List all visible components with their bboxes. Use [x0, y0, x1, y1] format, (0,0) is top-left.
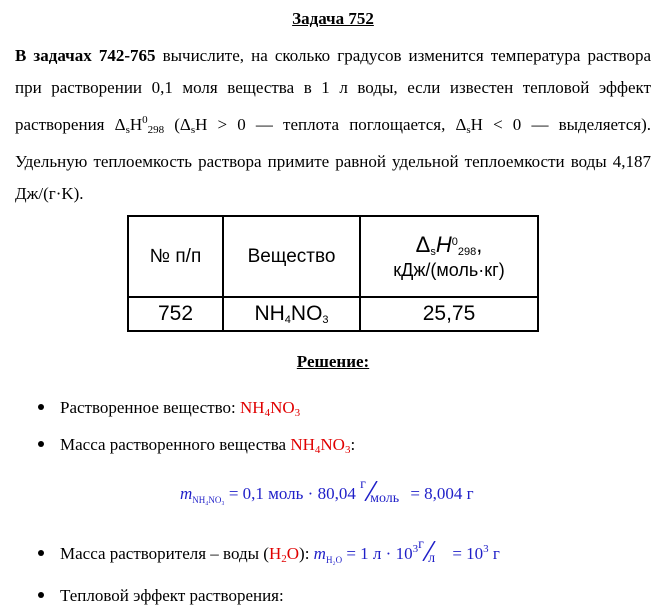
bullet-colon: :	[350, 435, 356, 454]
header-s: s	[430, 246, 436, 258]
problem-statement	[15, 40, 651, 210]
problem-text-4: H < 0 — выделяется). Удельную теплоемкость раствора примите равной удельной теплоемкости воды 4,187 Дж/(г·K).	[15, 115, 651, 203]
problem-title: Задача 752	[292, 9, 374, 28]
list-item	[38, 398, 300, 419]
bullet-value: $NH_4NO_3$	[290, 435, 351, 456]
bullet-dot	[38, 404, 44, 410]
bullet-dot	[38, 550, 44, 556]
row-num: 752	[128, 297, 223, 331]
row-sub-4: 4	[284, 314, 291, 326]
bullet-label: Тепловой эффект растворения:	[60, 586, 284, 605]
row-sub-3: 3	[322, 314, 329, 326]
header-sub: 298	[457, 246, 477, 258]
problem-text-1: вычислите, на сколько градусов изменится температура раствора при растворении 0,1 моля вещества в 1 л воды, если известен тепловой эффект растворения Δ	[15, 46, 651, 134]
row-value: 25,75	[360, 297, 538, 331]
solution-title: Решение:	[296, 352, 370, 371]
formula-eq: = 0,1 моль · 80,04	[224, 484, 361, 503]
formula-fraction: г моль	[360, 477, 400, 506]
formula-mass-solute	[180, 477, 474, 506]
header-substance: Вещество	[223, 216, 360, 297]
problem-h: H	[129, 115, 143, 134]
sub-s: s	[125, 124, 130, 136]
data-table	[127, 215, 539, 332]
header-num: № п/п	[128, 216, 223, 297]
header-sup: 0	[451, 236, 458, 248]
bullet-dot	[38, 592, 44, 598]
bullet-value: $H_2O$	[268, 544, 300, 565]
header-enthalpy	[360, 216, 538, 297]
sub-s2: s	[190, 124, 196, 136]
problem-text-3: H > 0 — теплота поглощается, Δ	[195, 115, 467, 134]
problem-text-2: (Δ	[164, 115, 191, 134]
formula-m: m	[180, 484, 193, 503]
list-item	[38, 435, 355, 456]
sub-298: 298	[147, 124, 165, 136]
formula-mass-solvent: $m_{H_2O} = 1$ $л \cdot 10^3$ г л = $10^3$ г	[313, 537, 500, 566]
bullet-dot	[38, 441, 44, 447]
bullet-close: ):	[299, 544, 314, 563]
row-sub-b: NO	[290, 302, 323, 325]
header-unit: кДж/(моль·кг)	[393, 260, 505, 280]
list-item	[38, 586, 284, 606]
header-delta: Δ	[415, 232, 431, 257]
row-substance	[223, 297, 360, 331]
table-header-row	[128, 216, 538, 297]
formula-result: = 8,004 г	[406, 484, 474, 503]
bullet-label: Масса растворенного вещества	[60, 435, 291, 454]
sub-s3: s	[466, 124, 471, 136]
list-item	[38, 537, 500, 566]
header-h: H	[435, 232, 452, 257]
bullet-value: $NH_4NO_3$	[240, 398, 301, 419]
header-comma: ,	[476, 232, 483, 257]
table-row	[128, 297, 538, 331]
bullet-label: Растворенное вещество:	[60, 398, 241, 417]
bullet-label: Масса растворителя – воды (	[60, 544, 269, 563]
sup-0: 0	[142, 114, 148, 126]
row-sub-a: NH	[254, 302, 285, 325]
formula-sub: NH₄NO₃	[192, 495, 225, 505]
problem-bold-prefix: В задачах 742-765	[15, 46, 156, 65]
